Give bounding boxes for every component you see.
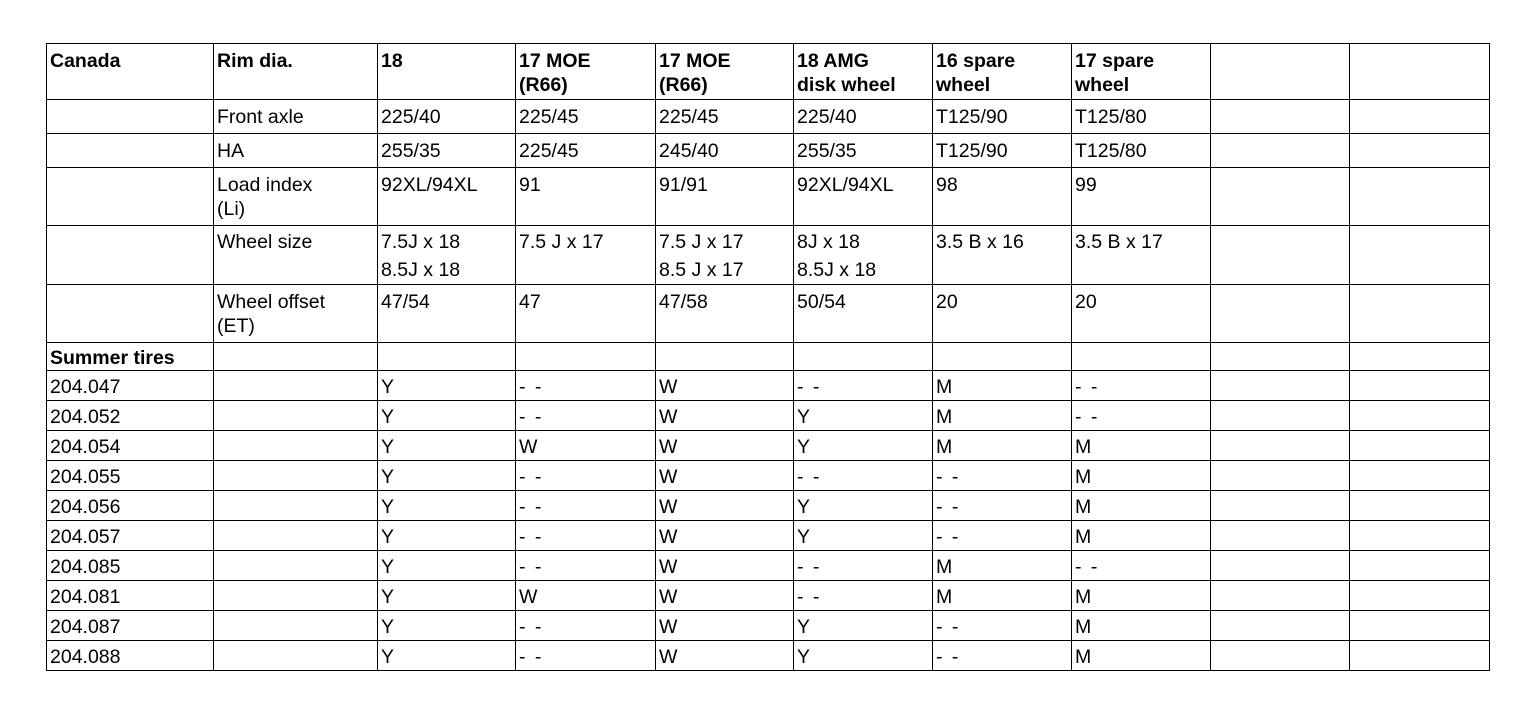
summer-tires-heading: Summer tires <box>47 343 214 371</box>
front-axle-value: T125/80 <box>1072 100 1211 134</box>
load-index-value: 98 <box>933 168 1072 226</box>
load-index-value: 92XL/94XL <box>794 168 933 226</box>
availability-cell: Y <box>794 641 933 671</box>
availability-cell: W <box>656 431 794 461</box>
empty-cell <box>47 100 214 134</box>
empty-cell <box>214 343 378 371</box>
table-row <box>47 521 1490 551</box>
column-header <box>794 44 933 100</box>
table-row <box>47 491 1490 521</box>
empty-cell <box>516 343 656 371</box>
column-header-line1: 18 AMG <box>797 50 869 72</box>
model-code: 204.055 <box>47 461 214 491</box>
availability-cell: Y <box>378 371 516 401</box>
wheel-size-value <box>656 226 794 285</box>
availability-cell: - - <box>516 641 656 671</box>
table-row <box>47 431 1490 461</box>
wheel-offset-value: 20 <box>933 285 1072 343</box>
tire-specification-table <box>46 43 1490 671</box>
rear-axle-label: HA <box>214 134 378 168</box>
availability-cell: M <box>1072 521 1211 551</box>
table-row <box>47 551 1490 581</box>
wheel-offset-label-line1: Wheel offset <box>217 291 326 313</box>
availability-cell: M <box>1072 431 1211 461</box>
availability-cell: W <box>656 401 794 431</box>
availability-cell: W <box>656 581 794 611</box>
availability-cell <box>1211 551 1350 581</box>
wheel-size-value <box>1211 226 1350 285</box>
rear-axle-value: T125/90 <box>933 134 1072 168</box>
wheel-offset-value: 20 <box>1072 285 1211 343</box>
load-index-value: 92XL/94XL <box>378 168 516 226</box>
availability-cell: W <box>516 581 656 611</box>
availability-cell: - - <box>794 371 933 401</box>
column-header-line2: wheel <box>1075 74 1130 96</box>
wheel-offset-value: 47/54 <box>378 285 516 343</box>
column-header-line2: wheel <box>936 74 991 96</box>
wheel-size-value-line1: 7.5 J x 17 <box>659 231 744 253</box>
availability-cell: Y <box>794 401 933 431</box>
availability-cell: M <box>933 431 1072 461</box>
availability-cell <box>1350 401 1490 431</box>
rear-axle-value: 255/35 <box>794 134 933 168</box>
availability-cell <box>1350 611 1490 641</box>
availability-cell <box>1350 371 1490 401</box>
availability-cell: - - <box>933 611 1072 641</box>
model-code: 204.054 <box>47 431 214 461</box>
availability-cell <box>1211 491 1350 521</box>
wheel-offset-label-line2: (ET) <box>217 315 255 337</box>
availability-cell: Y <box>794 521 933 551</box>
load-index-label-line2: (Li) <box>217 198 246 220</box>
empty-cell <box>47 168 214 226</box>
empty-cell <box>378 343 516 371</box>
availability-cell <box>1350 461 1490 491</box>
empty-cell <box>214 611 378 641</box>
load-index-value: 91 <box>516 168 656 226</box>
load-index-value <box>1211 168 1350 226</box>
wheel-size-value-line1: 7.5 J x 17 <box>519 231 604 253</box>
wheel-offset-value: 47 <box>516 285 656 343</box>
availability-cell <box>1211 611 1350 641</box>
availability-cell: W <box>656 551 794 581</box>
table-row <box>47 401 1490 431</box>
availability-cell: Y <box>378 491 516 521</box>
column-header <box>516 44 656 100</box>
availability-cell: - - <box>516 551 656 581</box>
column-header-line2: (R66) <box>659 74 708 96</box>
wheel-size-value-line1: 3.5 B x 16 <box>936 231 1024 253</box>
front-axle-value <box>1211 100 1350 134</box>
rear-axle-value: 225/45 <box>516 134 656 168</box>
front-axle-value: 225/45 <box>656 100 794 134</box>
region-header: Canada <box>47 44 214 100</box>
column-header-line2: disk wheel <box>797 74 896 96</box>
wheel-size-value-line2: 8.5J x 18 <box>797 259 877 281</box>
availability-cell <box>1211 461 1350 491</box>
empty-cell <box>214 491 378 521</box>
empty-cell <box>47 134 214 168</box>
availability-cell: Y <box>378 431 516 461</box>
availability-cell: - - <box>794 461 933 491</box>
wheel-offset-value <box>1350 285 1490 343</box>
load-index-value: 91/91 <box>656 168 794 226</box>
empty-cell <box>933 343 1072 371</box>
availability-cell: - - <box>516 401 656 431</box>
wheel-offset-value: 50/54 <box>794 285 933 343</box>
column-header <box>1072 44 1211 100</box>
wheel-size-value-line1: 3.5 B x 17 <box>1075 231 1163 253</box>
rim-diameter-header: Rim dia. <box>214 44 378 100</box>
availability-cell <box>1211 401 1350 431</box>
rear-axle-row <box>47 134 1490 168</box>
availability-cell: Y <box>378 581 516 611</box>
availability-cell: - - <box>794 581 933 611</box>
load-index-row <box>47 168 1490 226</box>
availability-cell <box>1211 371 1350 401</box>
model-code: 204.087 <box>47 611 214 641</box>
availability-cell: W <box>656 521 794 551</box>
availability-cell: M <box>933 551 1072 581</box>
availability-cell: - - <box>794 551 933 581</box>
empty-cell <box>214 431 378 461</box>
availability-cell: W <box>516 431 656 461</box>
column-header-line1: 16 spare <box>936 50 1016 72</box>
wheel-size-value <box>1350 226 1490 285</box>
column-header <box>656 44 794 100</box>
empty-cell <box>214 551 378 581</box>
rear-axle-value <box>1350 134 1490 168</box>
front-axle-value: 225/45 <box>516 100 656 134</box>
availability-cell: Y <box>378 641 516 671</box>
wheel-size-value <box>1072 226 1211 285</box>
front-axle-row <box>47 100 1490 134</box>
table-body <box>47 44 1490 671</box>
column-header <box>1211 44 1350 100</box>
model-code: 204.052 <box>47 401 214 431</box>
table-row <box>47 641 1490 671</box>
wheel-offset-value <box>1211 285 1350 343</box>
availability-cell <box>1350 551 1490 581</box>
column-header-line1: 17 MOE <box>519 50 591 72</box>
model-code: 204.081 <box>47 581 214 611</box>
model-code: 204.057 <box>47 521 214 551</box>
front-axle-value <box>1350 100 1490 134</box>
column-header-line1: 18 <box>381 50 403 72</box>
availability-cell: - - <box>1072 401 1211 431</box>
wheel-size-label: Wheel size <box>214 226 378 285</box>
rear-axle-value: 245/40 <box>656 134 794 168</box>
column-header <box>1350 44 1490 100</box>
wheel-offset-row <box>47 285 1490 343</box>
availability-cell: - - <box>516 491 656 521</box>
wheel-size-value <box>794 226 933 285</box>
wheel-size-value-line2: 8.5 J x 17 <box>659 259 744 281</box>
availability-cell <box>1350 431 1490 461</box>
availability-cell: M <box>1072 611 1211 641</box>
availability-cell <box>1211 641 1350 671</box>
load-index-label-line1: Load index <box>217 174 313 196</box>
availability-cell: - - <box>516 461 656 491</box>
availability-cell: Y <box>794 431 933 461</box>
column-header-line1: 17 MOE <box>659 50 731 72</box>
table-row <box>47 581 1490 611</box>
front-axle-value: T125/90 <box>933 100 1072 134</box>
availability-cell: - - <box>1072 371 1211 401</box>
availability-cell: W <box>656 461 794 491</box>
model-code: 204.085 <box>47 551 214 581</box>
availability-cell: - - <box>933 521 1072 551</box>
availability-cell: M <box>933 401 1072 431</box>
rear-axle-value: 255/35 <box>378 134 516 168</box>
column-header-line2: (R66) <box>519 74 568 96</box>
rear-axle-value <box>1211 134 1350 168</box>
availability-cell: - - <box>933 461 1072 491</box>
section-row <box>47 343 1490 371</box>
availability-cell: W <box>656 641 794 671</box>
wheel-size-value-line2: 8.5J x 18 <box>381 259 461 281</box>
availability-cell: M <box>1072 581 1211 611</box>
empty-cell <box>656 343 794 371</box>
empty-cell <box>794 343 933 371</box>
availability-cell <box>1350 581 1490 611</box>
empty-cell <box>214 581 378 611</box>
availability-cell <box>1211 581 1350 611</box>
front-axle-value: 225/40 <box>794 100 933 134</box>
empty-cell <box>47 226 214 285</box>
wheel-size-value-line1: 7.5J x 18 <box>381 231 461 253</box>
availability-cell: Y <box>794 491 933 521</box>
availability-cell: - - <box>516 521 656 551</box>
availability-cell: Y <box>378 551 516 581</box>
empty-cell <box>1350 343 1490 371</box>
rear-axle-value: T125/80 <box>1072 134 1211 168</box>
availability-cell: - - <box>1072 551 1211 581</box>
availability-cell: - - <box>516 371 656 401</box>
wheel-offset-label <box>214 285 378 343</box>
wheel-size-value <box>516 226 656 285</box>
table-row <box>47 461 1490 491</box>
empty-cell <box>1211 343 1350 371</box>
table-row <box>47 371 1490 401</box>
wheel-offset-value: 47/58 <box>656 285 794 343</box>
availability-cell: - - <box>516 611 656 641</box>
empty-cell <box>214 521 378 551</box>
availability-cell: - - <box>933 641 1072 671</box>
load-index-value <box>1350 168 1490 226</box>
column-header <box>378 44 516 100</box>
column-header-line1: 17 spare <box>1075 50 1155 72</box>
empty-cell <box>1072 343 1211 371</box>
load-index-value: 99 <box>1072 168 1211 226</box>
availability-cell: W <box>656 371 794 401</box>
availability-cell: M <box>1072 641 1211 671</box>
availability-cell <box>1350 491 1490 521</box>
availability-cell <box>1211 521 1350 551</box>
availability-cell: Y <box>794 611 933 641</box>
availability-cell <box>1350 641 1490 671</box>
model-code: 204.088 <box>47 641 214 671</box>
load-index-label <box>214 168 378 226</box>
availability-cell <box>1211 431 1350 461</box>
front-axle-value: 225/40 <box>378 100 516 134</box>
empty-cell <box>214 641 378 671</box>
front-axle-label: Front axle <box>214 100 378 134</box>
availability-cell: M <box>1072 491 1211 521</box>
availability-cell: Y <box>378 611 516 641</box>
empty-cell <box>214 461 378 491</box>
table-row <box>47 611 1490 641</box>
empty-cell <box>47 285 214 343</box>
column-header <box>933 44 1072 100</box>
model-code: 204.056 <box>47 491 214 521</box>
availability-cell: M <box>1072 461 1211 491</box>
availability-cell: - - <box>933 491 1072 521</box>
availability-cell: Y <box>378 401 516 431</box>
availability-cell: M <box>933 581 1072 611</box>
availability-cell <box>1350 521 1490 551</box>
wheel-size-value <box>933 226 1072 285</box>
availability-cell: Y <box>378 521 516 551</box>
availability-cell: W <box>656 491 794 521</box>
availability-cell: Y <box>378 461 516 491</box>
empty-cell <box>214 371 378 401</box>
wheel-size-row <box>47 226 1490 285</box>
empty-cell <box>214 401 378 431</box>
availability-cell: W <box>656 611 794 641</box>
header-row <box>47 44 1490 100</box>
model-code: 204.047 <box>47 371 214 401</box>
wheel-size-value-line1: 8J x 18 <box>797 231 860 253</box>
wheel-size-value <box>378 226 516 285</box>
availability-cell: M <box>933 371 1072 401</box>
